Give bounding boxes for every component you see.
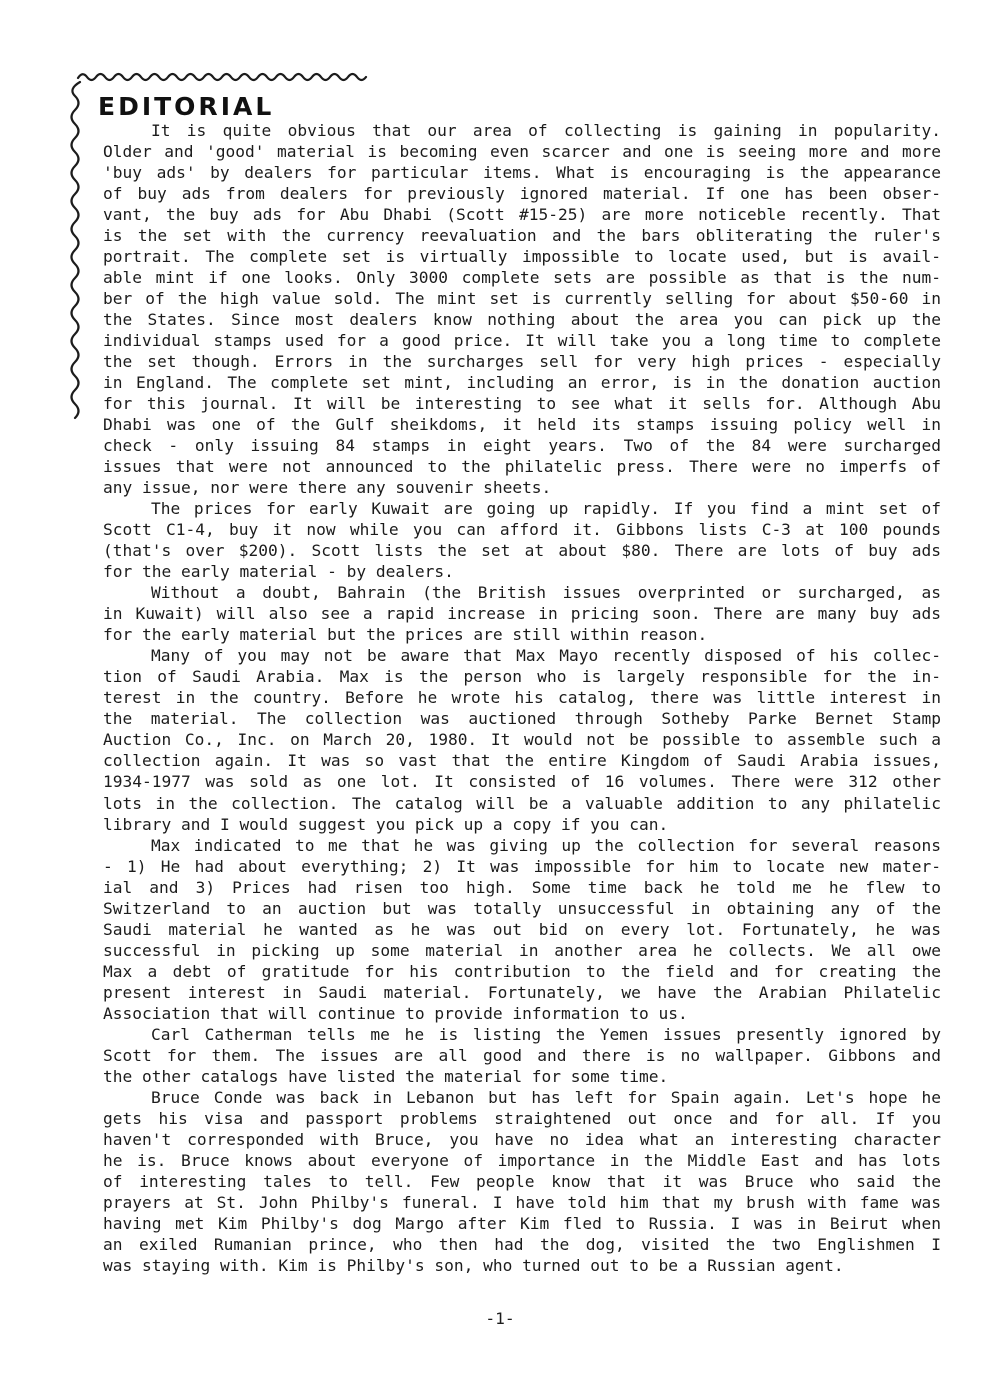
text-line: collection again. It was so vast that the entire Kingdom of Saudi Arabia issues, — [103, 751, 941, 771]
text-line: the set though. Errors in the surcharges sell for very high prices - especially — [103, 352, 941, 372]
wavy-top-border — [78, 74, 366, 80]
text-line: was staying with. Kim is Philby's son, who turned out to be a Russian agent. — [103, 1255, 844, 1275]
text-line: library and I would suggest you pick up a copy if you can. — [103, 814, 669, 834]
text-line: (that's over $200). Scott lists the set at about $80. There are lots of buy ads — [103, 541, 941, 561]
text-line: ber of the high value sold. The mint set is currently selling for about $50-60 in — [103, 289, 941, 309]
paragraph — [103, 582, 941, 645]
wavy-left-border — [72, 82, 81, 418]
editorial-body — [103, 120, 941, 1276]
text-line: for the early material but the prices are still within reason. — [103, 625, 708, 645]
text-line: - 1) He had about everything; 2) It was impossible for him to locate new mater- — [103, 856, 941, 876]
text-line: Switzerland to an auction but was totally unsuccessful in obtaining any of the — [103, 898, 941, 918]
text-line: having met Kim Philby's dog Margo after Kim fled to Russia. I was in Beirut when — [103, 1213, 941, 1233]
text-line: terest in the country. Before he wrote his catalog, there was little interest in — [103, 688, 941, 708]
text-line: It is quite obvious that our area of collecting is gaining in popularity. — [151, 121, 941, 140]
text-line: Many of you may not be aware that Max Mayo recently disposed of his collec- — [151, 646, 941, 666]
text-line: tion of Saudi Arabia. Max is the person who is largely responsible for the in- — [103, 667, 941, 687]
text-line: gets his visa and passport problems straightened out once and for all. If you — [103, 1108, 941, 1128]
paragraph — [103, 498, 941, 582]
text-line: vant, the buy ads for Abu Dhabi (Scott #15-25) are more noticeble recently. That — [103, 205, 941, 225]
text-line: Bruce Conde was back in Lebanon but has left for Spain again. Let's hope he — [151, 1087, 941, 1107]
text-line: The prices for early Kuwait are going up rapidly. If you find a mint set of — [151, 499, 941, 519]
text-line: Max indicated to me that he was giving up the collection for several reasons — [151, 835, 941, 855]
text-line: he is. Bruce knows about everyone of importance in the Middle East and has lots — [103, 1150, 941, 1170]
text-line: of interesting tales to tell. Few people know that it was Bruce who said the — [103, 1171, 941, 1191]
text-line: of buy ads from dealers for previously ignored material. If one has been obser- — [103, 184, 941, 204]
text-line: an exiled Rumanian prince, who then had the dog, visited the two Englishmen I — [103, 1234, 941, 1254]
text-line: present interest in Saudi material. Fortunately, we have the Arabian Philatelic — [103, 982, 941, 1002]
paragraph — [103, 120, 941, 498]
text-line: for the early material - by dealers. — [103, 562, 454, 582]
text-line: check - only issuing 84 stamps in eight years. Two of the 84 were surcharged — [103, 436, 941, 456]
text-line: the other catalogs have listed the material for some time. — [103, 1066, 669, 1086]
text-line: the material. The collection was auctioned through Sotheby Parke Bernet Stamp — [103, 709, 941, 729]
text-line: lots in the collection. The catalog will be a valuable addition to any philatelic — [103, 793, 941, 813]
text-line: Scott C1-4, buy it now while you can afford it. Gibbons lists C-3 at 100 pounds — [103, 520, 941, 540]
paragraph — [103, 835, 941, 1024]
paragraph — [103, 1024, 941, 1087]
text-line: Association that will continue to provide information to us. — [103, 1003, 688, 1023]
text-line: individual stamps used for a good price. It will take you a long time to complete — [103, 331, 941, 351]
text-line: 1934-1977 was sold as one lot. It consisted of 16 volumes. There were 312 other — [103, 772, 941, 792]
text-line: for this journal. It will be interesting to see what it sells for. Although Abu — [103, 394, 941, 414]
text-line: prayers at St. John Philby's funeral. I have told him that my brush with fame was — [103, 1192, 941, 1212]
paragraph — [103, 645, 941, 834]
text-line: in England. The complete set mint, including an error, is in the donation auction — [103, 373, 941, 393]
page-number: -1- — [485, 1309, 515, 1328]
text-line: Scott for them. The issues are all good and there is no wallpaper. Gibbons and — [103, 1045, 941, 1065]
text-line: successful in picking up some material in another area he collects. We all owe — [103, 940, 941, 960]
text-line: portrait. The complete set is virtually impossible to locate used, but is avail- — [103, 247, 941, 267]
text-line: 'buy ads' by dealers for particular items. What is encouraging is the appearance — [103, 163, 941, 183]
text-line: any issue, nor were there any souvenir sheets. — [103, 478, 552, 498]
text-line: Max a debt of gratitude for his contribution to the field and for creating the — [103, 961, 941, 981]
text-line: Older and 'good' material is becoming even scarcer and one is seeing more and more — [103, 142, 941, 162]
text-line: Auction Co., Inc. on March 20, 1980. It would not be possible to assemble such a — [103, 730, 941, 750]
text-line: able mint if one looks. Only 3000 complete sets are possible as that is the num- — [103, 268, 941, 288]
text-line: Saudi material he wanted as he was out bid on every lot. Fortunately, he was — [103, 919, 941, 939]
text-line: is the set with the currency reevaluation and the bars obliterating the ruler's — [103, 226, 941, 246]
text-line: haven't corresponded with Bruce, you have no idea what an interesting character — [103, 1129, 941, 1149]
paragraph — [103, 1087, 941, 1276]
text-line: Dhabi was one of the Gulf sheikdoms, it held its stamps issuing policy well in — [103, 415, 941, 435]
text-line: issues that were not announced to the philatelic press. There were no imperfs of — [103, 457, 941, 477]
text-line: ial and 3) Prices had risen too high. Some time back he told me he flew to — [103, 877, 941, 897]
text-line: the States. Since most dealers know nothing about the area you can pick up the — [103, 310, 941, 330]
text-line: Carl Catherman tells me he is listing the Yemen issues presently ignored by — [151, 1024, 941, 1044]
text-line: in Kuwait) will also see a rapid increase in pricing soon. There are many buy ads — [103, 604, 941, 624]
text-line: Without a doubt, Bahrain (the British issues overprinted or surcharged, as — [151, 583, 941, 603]
editorial-heading: EDITORIAL — [98, 92, 275, 121]
